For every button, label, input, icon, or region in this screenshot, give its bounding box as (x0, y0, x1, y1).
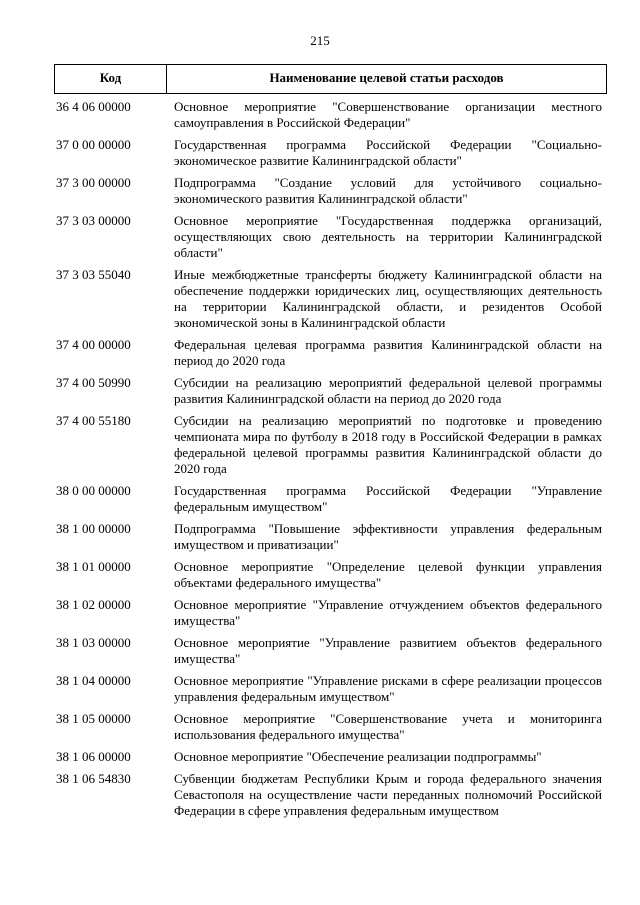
table-row (0, 771, 640, 819)
row-name: Основное мероприятие "Управление рисками в сфере реализации процессов управления федеральным имуществом" (174, 673, 602, 704)
table-header (54, 64, 607, 94)
row-code: 37 3 03 55040 (56, 267, 131, 282)
row-name: Иные межбюджетные трансферты бюджету Калининградской области на обеспечение поддержки юридических лиц, осуществляющих деятельность на территории Калининградской области, и резидентов Особой экономической зоны в Калининградской области (174, 267, 602, 330)
row-code: 38 1 06 00000 (56, 749, 131, 764)
table-row (0, 635, 640, 667)
row-name: Основное мероприятие "Определение целевой функции управления объектами федерального имущества" (174, 559, 602, 590)
header-name-column: Наименование целевой статьи расходов (269, 70, 504, 85)
table-row (0, 711, 640, 743)
row-code: 37 3 03 00000 (56, 213, 131, 228)
row-name: Субсидии на реализацию мероприятий по подготовке и проведению чемпионата мира по футболу в 2018 году в Российской Федерации в рамках федеральной целевой программы развития Калининградской области до 2020 года (174, 413, 602, 476)
row-name: Основное мероприятие "Совершенствование учета и мониторинга использования федерального имущества" (174, 711, 602, 742)
row-code: 38 0 00 00000 (56, 483, 131, 498)
table-row (0, 267, 640, 331)
row-code: 38 1 04 00000 (56, 673, 131, 688)
row-code: 38 1 05 00000 (56, 711, 131, 726)
table-row (0, 337, 640, 369)
table-row (0, 749, 640, 765)
row-code: 36 4 06 00000 (56, 99, 131, 114)
header-code-column: Код (55, 65, 167, 93)
table-row (0, 175, 640, 207)
row-name: Подпрограмма "Создание условий для устойчивого социально-экономического развития Калининградской области" (174, 175, 602, 206)
row-code: 38 1 02 00000 (56, 597, 131, 612)
row-name: Основное мероприятие "Совершенствование организации местного самоуправления в Российской Федерации" (174, 99, 602, 130)
table-row (0, 559, 640, 591)
table-row (0, 413, 640, 477)
table-row (0, 213, 640, 261)
row-name: Подпрограмма "Повышение эффективности управления федеральным имуществом и приватизации" (174, 521, 602, 552)
table-body (0, 99, 640, 825)
row-name: Федеральная целевая программа развития Калининградской области на период до 2020 года (174, 337, 602, 368)
row-code: 38 1 03 00000 (56, 635, 131, 650)
row-name: Субвенции бюджетам Республики Крым и города федерального значения Севастополя на осуществление части переданных полномочий Российской Федерации в сфере управления федеральным имуществом (174, 771, 602, 818)
table-row (0, 375, 640, 407)
page-number: 215 (310, 33, 330, 48)
table-row (0, 99, 640, 131)
row-name: Основное мероприятие "Управление отчуждением объектов федерального имущества" (174, 597, 602, 628)
table-row (0, 483, 640, 515)
row-name: Государственная программа Российской Федерации "Социально-экономическое развитие Калининградской области" (174, 137, 602, 168)
row-name: Основное мероприятие "Обеспечение реализации подпрограммы" (174, 749, 542, 764)
table-row (0, 673, 640, 705)
row-name: Государственная программа Российской Федерации "Управление федеральным имуществом" (174, 483, 602, 514)
row-name: Субсидии на реализацию мероприятий федеральной целевой программы развития Калининградской области на период до 2020 года (174, 375, 602, 406)
table-row (0, 521, 640, 553)
row-name: Основное мероприятие "Государственная поддержка организаций, осуществляющих свою деятельность на территории Калининградской области" (174, 213, 602, 260)
table-row (0, 597, 640, 629)
row-name: Основное мероприятие "Управление развитием объектов федерального имущества" (174, 635, 602, 666)
row-code: 38 1 06 54830 (56, 771, 131, 786)
table-row (0, 137, 640, 169)
row-code: 37 4 00 55180 (56, 413, 131, 428)
row-code: 37 4 00 00000 (56, 337, 131, 352)
row-code: 38 1 00 00000 (56, 521, 131, 536)
row-code: 37 0 00 00000 (56, 137, 131, 152)
row-code: 37 4 00 50990 (56, 375, 131, 390)
row-code: 38 1 01 00000 (56, 559, 131, 574)
row-code: 37 3 00 00000 (56, 175, 131, 190)
